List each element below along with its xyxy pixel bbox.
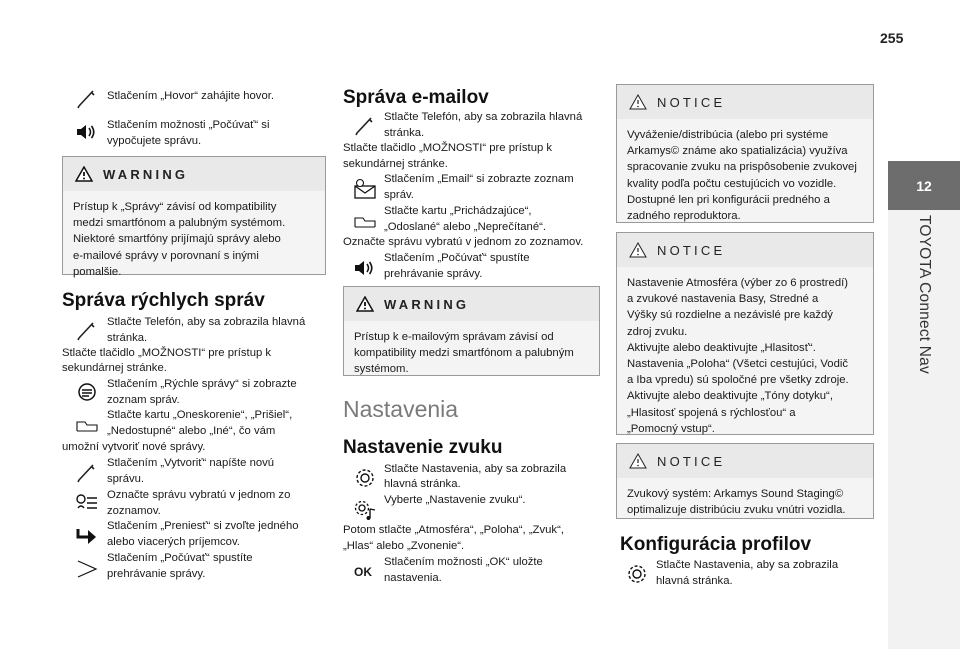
qm-line: umožní vytvoriť nové správy. xyxy=(62,441,206,453)
qm-line: Stlačte kartu „Oneskorenie“, „Prišiel“, xyxy=(107,409,293,421)
notice-line: Aktivujte alebo deaktivujte „Hlasitosť“. xyxy=(627,341,816,354)
qm-line: Stlačením „Rýchle správy“ si zobrazte xyxy=(107,378,297,390)
em-line: Stlačením „Počúvať“ spustíte xyxy=(384,252,530,264)
qm-line: alebo viacerých príjemcov. xyxy=(107,536,240,548)
em-line: prehrávanie správy. xyxy=(384,268,483,280)
play-icon xyxy=(74,557,100,581)
notice-line: Nastavenia „Poloha“ (Všetci cestujúci, Vodič xyxy=(627,358,849,371)
em-line: stránka. xyxy=(384,127,425,139)
listen-text-1: Stlačením možnosti „Počúvať“ si xyxy=(107,119,270,131)
profile-line: hlavná stránka. xyxy=(656,575,733,587)
page-number: 255 xyxy=(880,30,904,46)
snd-line: nastavenia. xyxy=(384,572,442,584)
em-line: Stlačte kartu „Prichádzajúce“, xyxy=(384,205,532,217)
qm-line: Označte správu vybratú v jednom zo xyxy=(107,489,291,501)
warning-label: WARNING xyxy=(384,296,470,312)
qm-line: prehrávanie správy. xyxy=(107,568,206,580)
profiles-heading: Konfigurácia profilov xyxy=(620,534,812,555)
notice-line: Nastavenie Atmosféra (výber zo 6 prostredí) xyxy=(627,277,849,289)
notice-line: „Hlasitosť spojená s rýchlosťou“ a xyxy=(627,406,796,419)
notice-icon xyxy=(629,242,647,258)
pen-icon xyxy=(352,113,378,137)
warning-line: Prístup k e-mailovým správam závisí od xyxy=(354,331,554,343)
notice-line: kvality podľa počtu cestujúcich vo vozidle. xyxy=(627,177,837,190)
em-line: správ. xyxy=(384,189,414,201)
notice-line: Výšky sú rozdielne a nezávislé pre každý xyxy=(627,309,833,322)
em-line: „Odoslané“ alebo „Neprečítané“. xyxy=(384,221,547,233)
chapter-number: 12 xyxy=(888,161,960,210)
notice-box-arkamys xyxy=(616,443,874,519)
snd-line: hlavná stránka. xyxy=(384,478,461,490)
qm-line: Stlačením „Vytvoriť“ napíšte novú xyxy=(107,457,275,469)
warning-line: kompatibility medzi smartfónom a palubným xyxy=(354,347,574,360)
qm-line: zoznam správ. xyxy=(107,394,180,406)
settings-section-title: Nastavenia xyxy=(343,396,459,422)
snd-line: Stlačte Nastavenia, aby sa zobrazila xyxy=(384,463,567,475)
profile-line: Stlačte Nastavenia, aby sa zobrazila xyxy=(656,559,839,571)
warning-label: WARNING xyxy=(103,166,189,182)
qm-line: Stlačením „Počúvať“ spustíte xyxy=(107,552,253,564)
warning-line: medzi smartfónom a palubným systémom. xyxy=(73,217,286,230)
snd-line: Stlačením možnosti „OK“ uložte xyxy=(384,556,543,568)
notice-line: a Iba vpredu) sú spoločné pre všetky zdroje. xyxy=(627,374,849,387)
listen-text-2: vypočujete správu. xyxy=(107,135,202,147)
gear-icon xyxy=(624,562,650,586)
notice-line: zadného reproduktora. xyxy=(627,210,741,223)
speaker-icon xyxy=(352,256,378,280)
qm-line: „Nedostupné“ alebo „Iné“, čo vám xyxy=(107,425,276,437)
warning-line: systémom. xyxy=(354,363,409,376)
email-heading: Správa e-mailov xyxy=(343,87,489,108)
notice-line: a zvukové nastavenia Basy, Stredné a xyxy=(627,293,819,306)
snd-line: Vyberte „Nastavenie zvuku“. xyxy=(384,494,526,506)
warning-box-email xyxy=(343,286,600,376)
qm-line: sekundárnej stránke. xyxy=(62,362,167,374)
warning-line: pomalšie. xyxy=(73,265,122,278)
notice-line: zdroj zvuku. xyxy=(627,325,688,338)
email-icon xyxy=(352,177,378,201)
warning-line: Prístup k „Správy“ závisí od kompatibility xyxy=(73,201,277,213)
notice-line: „Pomocný vstup“. xyxy=(627,422,715,435)
notice-label: NOTICE xyxy=(657,453,726,469)
warning-box-messages xyxy=(62,156,326,278)
tab-icon xyxy=(74,413,100,437)
em-line: Stlačte Telefón, aby sa zobrazila hlavná xyxy=(384,111,583,123)
warning-line: Niektoré smartfóny prijímajú správy alebo xyxy=(73,233,281,246)
warning-icon xyxy=(75,166,93,182)
chapter-title: TOYOTA Connect Nav xyxy=(916,215,933,374)
notice-line: optimalizuje distribúciu zvuku vnútri vozidla. xyxy=(627,504,846,517)
em-line: Stlačte tlačidlo „MOŽNOSTI“ pre prístup k xyxy=(343,142,553,154)
forward-icon xyxy=(74,524,100,548)
em-line: sekundárnej stránke. xyxy=(343,158,448,170)
notice-box-balance xyxy=(616,84,874,223)
notice-icon xyxy=(629,94,647,110)
call-text: Stlačením „Hovor“ zahájite hovor. xyxy=(107,90,275,102)
quick-messages-heading: Správa rýchlych správ xyxy=(62,290,265,311)
ok-icon: OK xyxy=(354,565,372,579)
tab-icon xyxy=(352,209,378,233)
speaker-icon xyxy=(74,120,100,144)
quick-messages-icon xyxy=(74,381,100,405)
em-line: Stlačením „Email“ si zobrazte zoznam xyxy=(384,173,574,185)
notice-icon xyxy=(629,453,647,469)
sound-settings-heading: Nastavenie zvuku xyxy=(343,437,503,458)
qm-line: správu. xyxy=(107,473,145,485)
notice-line: Dostupné len pri konfigurácii predného a xyxy=(627,193,830,206)
em-line: Označte správu vybratú v jednom zo zoznamov. xyxy=(343,236,584,248)
notice-line: Zvukový systém: Arkamys Sound Staging© xyxy=(627,488,844,500)
notice-box-atmosphere xyxy=(616,232,874,435)
pen-icon xyxy=(74,460,100,484)
qm-line: Stlačte Telefón, aby sa zobrazila hlavná xyxy=(107,316,306,328)
snd-line: Potom stlačte „Atmosféra“, „Poloha“, „Zvuk“, xyxy=(343,524,564,536)
qm-line: zoznamov. xyxy=(107,505,161,517)
notice-line: Arkamys© známe ako spatializácia) využíva xyxy=(627,145,848,158)
pen-icon xyxy=(74,86,100,110)
sound-settings-icon xyxy=(352,498,378,522)
gear-icon xyxy=(352,466,378,490)
snd-line: „Hlas“ alebo „Zvonenie“. xyxy=(343,540,465,552)
qm-line: stránka. xyxy=(107,332,148,344)
warning-line: e-mailové správy v porovnaní s inými xyxy=(73,249,259,262)
notice-line: spracovanie zvuku na prispôsobenie zvukovej xyxy=(627,161,857,174)
list-select-icon xyxy=(74,491,100,515)
qm-line: Stlačením „Preniesť“ si zvoľte jedného xyxy=(107,520,299,532)
notice-line: Aktivujte alebo deaktivujte „Tóny dotyku“, xyxy=(627,390,833,403)
pen-icon xyxy=(74,318,100,342)
notice-label: NOTICE xyxy=(657,242,726,258)
notice-label: NOTICE xyxy=(657,94,726,110)
warning-icon xyxy=(356,296,374,312)
qm-line: Stlačte tlačidlo „MOŽNOSTI“ pre prístup k xyxy=(62,347,272,359)
notice-line: Vyváženie/distribúcia (alebo pri systéme xyxy=(627,129,829,141)
